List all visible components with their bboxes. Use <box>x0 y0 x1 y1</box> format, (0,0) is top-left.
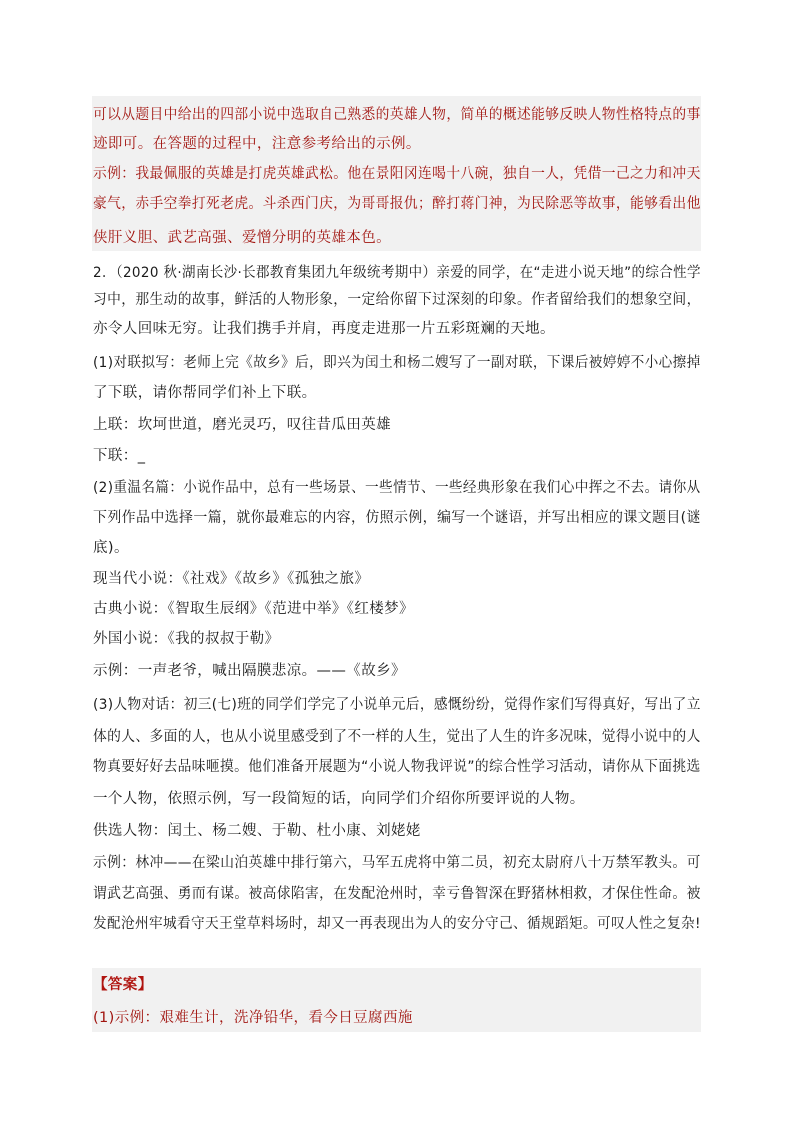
question-intro-line: 2．（2020 秋·湖南长沙·长郡教育集团九年级统考期中）亲爱的同学，在“走进小说天地”的综合性学 <box>93 265 701 281</box>
part1-prompt-line: (1)对联拟写：老师上完《故乡》后，即兴为闰土和杨二嫂写了一副对联，下课后被婷婷不小心擦掉 <box>93 355 701 371</box>
part3-example-line: 发配沧州牢城看守天王堂草料场时，却又一再表现出为人的安分守己、循规蹈矩。可叹人性之复杂! <box>93 916 701 932</box>
part3-prompt-line: 物真要好好去品味咂摸。他们准备开展题为“小说人物我评说”的综合性学习活动，请你从下面挑选 <box>93 759 701 775</box>
part1-prompt-line: 了下联，请你帮同学们补上下联。 <box>93 385 317 401</box>
question-intro-line: 亦令人回味无穷。让我们携手并肩，再度走进那一片五彩斑斓的天地。 <box>93 321 555 337</box>
part3-prompt-line: 体的人、多面的人，也从小说里感受到了不一样的人生，觉出了人生的许多况味，觉得小说中的人 <box>93 729 701 745</box>
analysis-line: 可以从题目中给出的四部小说中选取自己熟悉的英雄人物，简单的概述能够反映人物性格特点的事 <box>93 107 701 123</box>
part3-prompt-line: (3)人物对话：初三(七)班的同学们学完了小说单元后，感慨纷纷，觉得作家们写得真好，写出了立 <box>93 697 701 713</box>
part3-prompt-line: 一个人物，依照示例，写一段简短的话，向同学们介绍你所要评说的人物。 <box>93 791 585 807</box>
analysis-example-line: 侠肝义胆、武艺高强、爱憎分明的英雄本色。 <box>93 230 391 246</box>
part3-example-line: 示例：林冲——在梁山泊英雄中排行第六，马军五虎将中第二员，初充太尉府八十万禁军教头。可 <box>93 855 701 871</box>
answer-line: (1)示例：艰难生计，洗净铅华，看今日豆腐西施 <box>93 1010 413 1026</box>
couplet-upper: 上联：坎坷世道，磨光灵巧，叹往昔瓜田英雄 <box>93 417 391 433</box>
part2-prompt-line: (2)重温名篇：小说作品中，总有一些场景、一些情节、一些经典形象在我们心中挥之不去。请你从 <box>93 480 701 496</box>
analysis-example-line: 豪气，赤手空拳打死老虎。斗杀西门庆，为哥哥报仇；醉打蒋门神，为民除恶等故事，能够看出他 <box>93 196 701 212</box>
part2-prompt-line: 底)。 <box>93 540 129 556</box>
analysis-example-line: 示例：我最佩服的英雄是打虎英雄武松。他在景阳冈连喝十八碗，独自一人，凭借一己之力和冲天 <box>93 166 701 182</box>
modern-novels: 现当代小说：《社戏》《故乡》《孤独之旅》 <box>93 571 370 587</box>
part3-example-line: 谓武艺高强、勇而有谋。被高俅陷害，在发配沧州时，幸亏鲁智深在野猪林相救，才保住性命。被 <box>93 886 701 902</box>
classical-novels: 古典小说：《智取生辰纲》《范进中举》《红楼梦》 <box>93 601 414 617</box>
question-intro-line: 习中，那生动的故事，鲜活的人物形象，一定给你留下过深刻的印象。作者留给我们的想象空间， <box>93 292 701 308</box>
answer-label: 【答案】 <box>93 977 153 993</box>
part2-example: 示例：一声老爷，喊出隔膜悲凉。——《故乡》 <box>93 663 406 679</box>
couplet-lower: 下联：_ <box>93 448 146 464</box>
candidate-characters: 供选人物：闰土、杨二嫂、于勒、杜小康、刘姥姥 <box>93 823 421 839</box>
part2-prompt-line: 下列作品中选择一篇，就你最难忘的内容，仿照示例，编写一个谜语，并写出相应的课文题目(谜 <box>93 510 701 526</box>
foreign-novels: 外国小说：《我的叔叔于勒》 <box>93 631 280 647</box>
analysis-line: 迹即可。在答题的过程中，注意参考给出的示例。 <box>93 136 421 152</box>
